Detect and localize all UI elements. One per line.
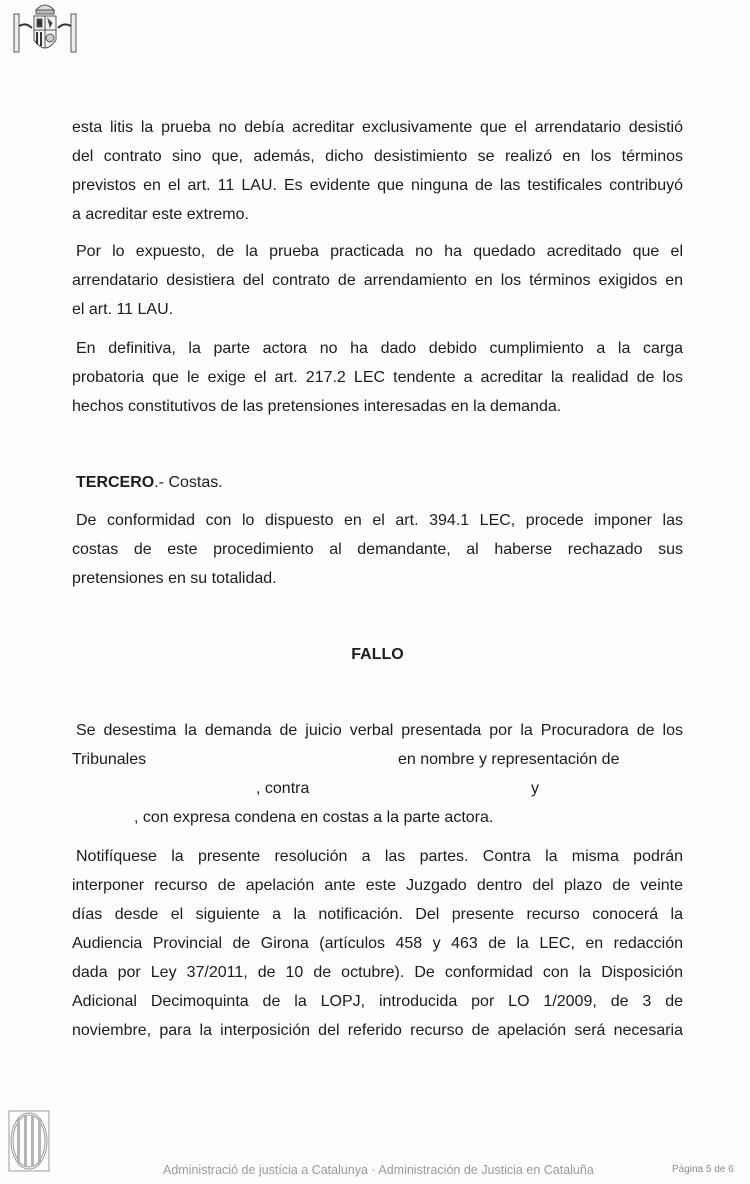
- body-line: Adicional Decimoquinta de la LOPJ, introducida por LO 1/2009, de 3 de: [72, 993, 683, 1010]
- body-line: en nombre y representación de: [398, 751, 620, 768]
- body-line: del contrato sino que, además, dicho desistimiento se realizó en los términos: [72, 148, 683, 165]
- page-number: Página 5 de 6: [672, 1164, 734, 1175]
- fallo-heading: FALLO: [351, 646, 404, 663]
- body-line: Audiencia Provincial de Girona (artículos 458 y 463 de la LEC, en redacción: [72, 935, 683, 952]
- body-line: días desde el siguiente a la notificación. Del presente recurso conocerá la: [72, 906, 683, 923]
- body-line: En definitiva, la parte actora no ha dado debido cumplimiento a la carga: [76, 340, 683, 357]
- body-line: pretensiones en su totalidad.: [72, 570, 277, 587]
- body-line: a acreditar este extremo.: [72, 206, 249, 223]
- section-heading: [76, 473, 687, 493]
- section-heading-rest: .- Costas.: [154, 474, 223, 491]
- body-line: probatoria que le exige el art. 217.2 LEC tendente a acreditar la realidad de los: [72, 369, 683, 386]
- footer-text: Administració de justícia a Catalunya · Administración de Justicia en Cataluña: [163, 1163, 594, 1177]
- body-line: , contra: [256, 780, 310, 797]
- body-line: Tribunales: [72, 751, 147, 768]
- body-line: arrendatario desistiera del contrato de arrendamiento en los términos exigidos en: [72, 272, 683, 289]
- body-line: Se desestima la demanda de juicio verbal presentada por la Procuradora de los: [76, 722, 683, 739]
- body-line: De conformidad con lo dispuesto en el art. 394.1 LEC, procede imponer las: [76, 512, 683, 529]
- body-line: y: [531, 780, 539, 797]
- body-line: esta litis la prueba no debía acreditar exclusivamente que el arrendatario desistió: [72, 119, 683, 136]
- spain-coat-of-arms-icon: [10, 0, 80, 60]
- body-line: noviembre, para la interposición del referido recurso de apelación será necesaria: [72, 1022, 683, 1039]
- body-line: el art. 11 LAU.: [72, 301, 174, 318]
- body-line: hechos constitutivos de las pretensiones interesadas en la demanda.: [72, 398, 562, 415]
- body-line: costas de este procedimiento al demandante, al haberse rechazado sus: [72, 541, 683, 558]
- section-heading-bold: TERCERO: [76, 474, 155, 491]
- body-line: Por lo expuesto, de la prueba practicada no ha quedado acreditado que el: [76, 243, 683, 260]
- generalitat-catalunya-icon: [8, 1110, 50, 1172]
- body-line: previstos en el art. 11 LAU. Es evidente que ninguna de las testificales contribuyó: [72, 177, 683, 194]
- body-line: Notifíquese la presente resolución a las partes. Contra la misma podrán: [76, 848, 683, 865]
- body-line: dada por Ley 37/2011, de 10 de octubre). De conformidad con la Disposición: [72, 964, 683, 981]
- body-line: interponer recurso de apelación ante este Juzgado dentro del plazo de veinte: [72, 877, 683, 894]
- body-line: , con expresa condena en costas a la parte actora.: [134, 809, 494, 826]
